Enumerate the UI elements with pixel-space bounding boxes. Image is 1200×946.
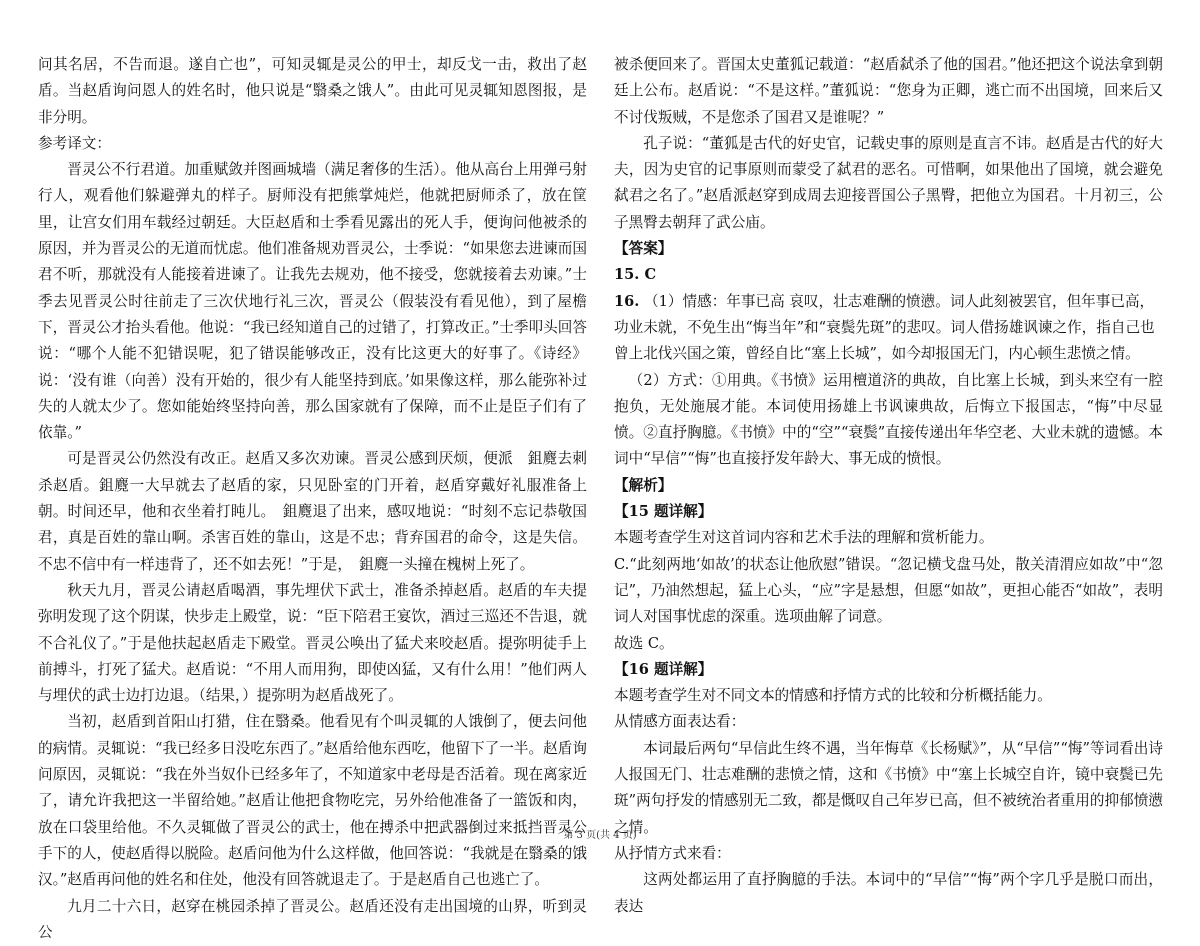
paragraph: 从情感方面表达看： xyxy=(614,709,1163,735)
paragraph: 孔子说：“董狐是古代的好史官，记载史事的原则是直言不讳。赵盾是古代的好大夫，因为史官的记事原则而蒙受了弑君的恶名。可惜啊，如果他出了国境，就会避免弑君之名了。”赵盾派赵穿到成周去迎接晋国公子黑臀，把他立为国君。十月初三，公子黑臀去朝拜了武公庙。 xyxy=(614,131,1163,236)
paragraph: 这两处都运用了直抒胸臆的手法。本词中的“早信”“悔”两个字几乎是脱口而出，表达 xyxy=(614,867,1163,920)
left-column xyxy=(38,52,587,946)
paragraph: C.“此刻两地‘如故’的状态让他欣慰”错误。“忽记横戈盘马处，散关清渭应如故”中“忽记”，乃油然想起，猛上心头，“应”字是悬想，但愿“如故”，更担心能否“如故”，表明词人对国事忧虑的深重。选项曲解了词意。 xyxy=(614,552,1163,631)
paragraph: 晋灵公不行君道。加重赋敛并图画城墙（满足奢侈的生活）。他从高台上用弹弓射行人，观看他们躲避弹丸的样子。厨师没有把熊掌炖烂，他就把厨师杀了，放在筐里，让宫女们用车载经过朝廷。大臣赵盾和士季看见露出的死人手，便询问他被杀的原因，并为晋灵公的无道而忧虑。他们准备规劝晋灵公，士季说：“如果您去进谏而国君不听，那就没有人能接着进谏了。让我先去规劝，他不接受，您就接着去劝谏。”士季去见晋灵公时往前走了三次伏地行礼三次，晋灵公（假装没有看见他），到了屋檐下，晋灵公才抬头看他。他说：“我已经知道自己的过错了，打算改正。”士季叩头回答说：“哪个人能不犯错误呢，犯了错误能够改正，没有比这更大的好事了。《诗经》说：‘没有谁（向善）没有开始的，很少有人能坚持到底。’如果像这样，那么能弥补过失的人就太少了。您如能始终坚持向善，那么国家就有了保障，而不止是臣子们有了依靠。” xyxy=(38,157,587,446)
paragraph: 可是晋灵公仍然没有改正。赵盾又多次劝谏。晋灵公感到厌烦，便派 鉏麑去刺杀赵盾。鉏麑一大早就去了赵盾的家，只见卧室的门开着，赵盾穿戴好礼服准备上朝。时间还早，他和衣坐着打盹儿。 鉏麑退了出来，感叹地说：“时刻不忘记恭敬国君，真是百姓的靠山啊。杀害百姓的靠山，这是不忠；背弃国君的命令，这是失信。不忠不信中有一样违背了，还不如去死！”于是， 鉏麑一头撞在槐树上死了。 xyxy=(38,446,587,577)
paragraph: 从抒情方式来看： xyxy=(614,841,1163,867)
paragraph: 本题考查学生对不同文本的情感和抒情方式的比较和分析概括能力。 xyxy=(614,683,1163,709)
paragraph: 故选 C。 xyxy=(614,631,1163,657)
q16-detail-heading: 【16 题详解】 xyxy=(614,657,1163,683)
q15-detail-heading: 【15 题详解】 xyxy=(614,499,1163,525)
paragraph: 九月二十六日，赵穿在桃园杀掉了晋灵公。赵盾还没有走出国境的山界，听到灵公 xyxy=(38,894,587,946)
analysis-heading: 【解析】 xyxy=(614,473,1163,499)
answer-heading: 【答案】 xyxy=(614,236,1163,262)
paragraph: 本词最后两句“早信此生终不遇，当年悔草《长杨赋》”，从“早信”“悔”等词看出诗人报国无门、壮志难酬的悲愤之情，这和《书愤》中“塞上长城空自许，镜中衰鬓已先斑”两句抒发的情感别无二致，都是慨叹自己年岁已高，但不被统治者重用的抑郁愤懑之情。 xyxy=(614,736,1163,841)
answer-16-part2: （2）方式：①用典。《书愤》运用檀道济的典故，自比塞上长城，到头来空有一腔抱负，无处施展才能。本词使用扬雄上书讽谏典故，后悔立下报国志，“悔”中尽显愤。②直抒胸臆。《书愤》中的“空”“衰鬓”直接传递出年华空老、大业未就的遗憾。本词中“早信”“悔”也直接抒发年龄大、事无成的愤恨。 xyxy=(614,368,1163,473)
answer-15: 15. C xyxy=(614,262,1163,288)
paragraph: 问其名居，不告而退。遂自亡也”，可知灵辄是灵公的甲士，却反戈一击，救出了赵盾。当赵盾询问恩人的姓名时，他只说是“翳桑之饿人”。由此可见灵辄知恩图报，是非分明。 xyxy=(38,52,587,131)
right-column xyxy=(614,52,1163,920)
paragraph: 当初，赵盾到首阳山打猎，住在翳桑。他看见有个叫灵辄的人饿倒了，便去问他的病情。灵辄说：“我已经多日没吃东西了。”赵盾给他东西吃，他留下了一半。赵盾询问原因，灵辄说：“我在外当奴仆已经多年了，不知道家中老母是否活着。现在离家近了，请允许我把这一半留给她。”赵盾让他把食物吃完，另外给他准备了一篮饭和肉，放在口袋里给他。不久灵辄做了晋灵公的武士，他在搏杀中把武器倒过来抵挡晋灵公手下的人，使赵盾得以脱险。赵盾问他为什么这样做，他回答说：“我就是在翳桑的饿汉。”赵盾再问他的姓名和住处，他没有回答就退走了。于是赵盾自己也逃亡了。 xyxy=(38,709,587,893)
paragraph: 被杀便回来了。晋国太史董狐记载道：“赵盾弑杀了他的国君。”他还把这个说法拿到朝廷上公布。赵盾说：“不是这样。”董狐说：“您身为正卿，逃亡而不出国境，回来后又不讨伐叛贼，不是您杀了国君又是谁呢？” xyxy=(614,52,1163,131)
page-footer: 第 3 页(共 4 页) xyxy=(0,826,1200,841)
paragraph: 参考译文： xyxy=(38,131,587,157)
answer-16-number: 16. xyxy=(614,293,639,310)
paragraph: 秋天九月，晋灵公请赵盾喝酒，事先埋伏下武士，准备杀掉赵盾。赵盾的车夫提弥明发现了这个阴谋，快步走上殿堂，说：“臣下陪君王宴饮，酒过三巡还不告退，就不合礼仪了。”于是他扶起赵盾走下殿堂。晋灵公唤出了猛犬来咬赵盾。提弥明徒手上前搏斗，打死了猛犬。赵盾说：“不用人而用狗，即使凶猛，又有什么用！”他们两人与埋伏的武士边打边退。（结果，）提弥明为赵盾战死了。 xyxy=(38,578,587,709)
paragraph: 本题考查学生对这首词内容和艺术手法的理解和赏析能力。 xyxy=(614,525,1163,551)
answer-16-part1: （1）情感：年事已高 哀叹，壮志难酬的愤懑。词人此刻被罢官，但年事已高，功业未就，不免生出“悔当年”和“衰鬓先斑”的悲叹。词人借扬雄讽谏之作，指自己也曾上北伐兴国之策，曾经自比“塞上长城”，如今却报国无门，内心顿生悲愤之情。 xyxy=(614,293,1155,363)
